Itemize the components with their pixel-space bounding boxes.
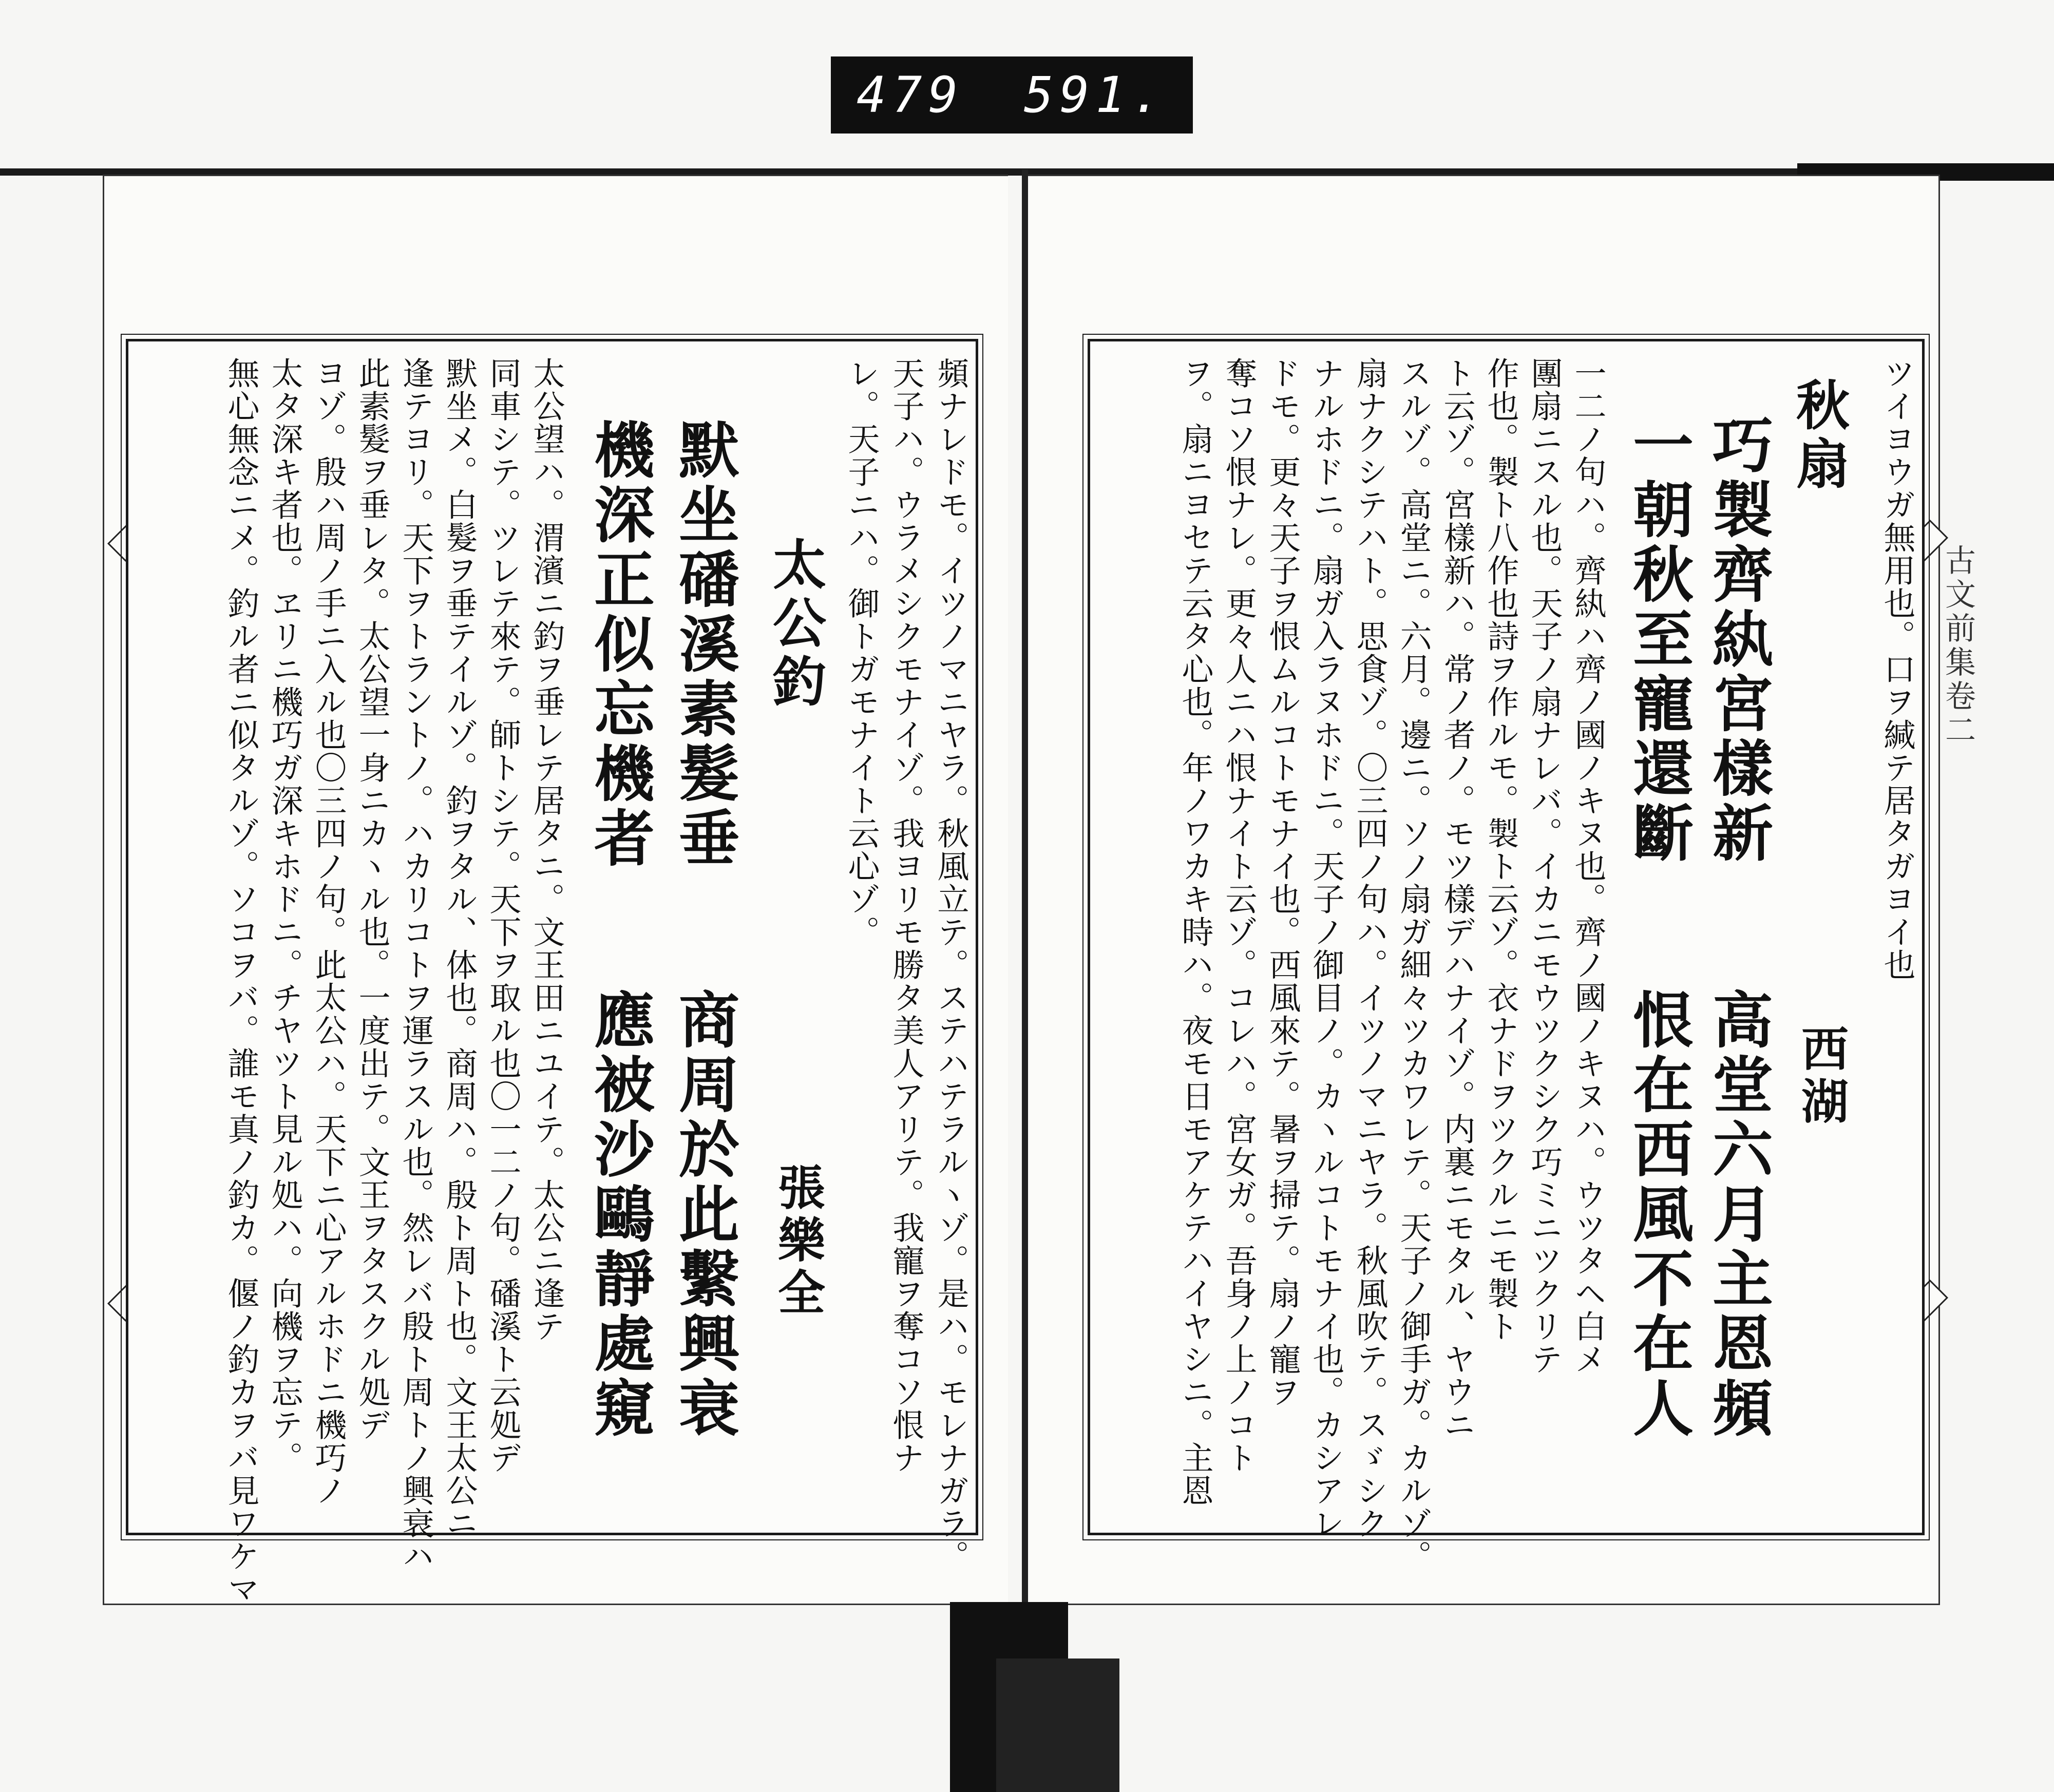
verse-line-3: 一朝秋至寵還斷: [1623, 413, 1694, 866]
commentary-line: 逢テヨリ。天下ヲトラントノ。ハカリコトヲ運ラスル也。然レバ殷ト周トノ興衰ハ: [397, 357, 434, 1573]
spine-shadow-lower: [996, 1658, 1119, 1792]
poem-title-taigong: 太公釣: [764, 537, 827, 712]
catalog-number-right: 591.: [1023, 66, 1167, 124]
commentary-line: 一二ノ句ハ。齊紈ハ齊ノ國ノキヌ也。齊ノ國ノキヌハ。ウツタヘ白メ: [1569, 357, 1607, 1376]
commentary-line: 頻ナレドモ。イツノマニヤラ。秋風立テ。ステハテラルヽゾ。是ハ。モレナガラ。: [932, 357, 969, 1573]
commentary-line: ヲ。扇ニヨセテ云タ心也。年ノワカキ時ハ。夜モ日モアケテハイヤシニ。主恩: [1176, 357, 1214, 1507]
verse-line-2: 高堂六月主恩頻: [1702, 988, 1774, 1441]
verse-line-1: 默坐磻溪素髮垂: [669, 418, 740, 871]
commentary-line: レ。天子ニハ。御トガモナイト云心ゾ。: [843, 357, 880, 948]
verse-line-2: 商周於此繫興衰: [669, 988, 740, 1441]
commentary-line: 作也。製ト八作也詩ヲ作ルモ。製ト云ゾ。衣ナドヲツクルニモ製ト: [1482, 357, 1519, 1343]
book-spine: [1022, 169, 1028, 1607]
left-text-frame: [126, 339, 978, 1606]
catalog-label: [831, 56, 1193, 134]
poem-author-xihu: 西湖: [1794, 1024, 1849, 1129]
right-col-1: ツイヨウガ無用也。口ヲ緘テ居タガヨイ也: [1878, 357, 1916, 981]
commentary-line: 此素髮ヲ垂レタ。太公望一身ニカヽル也。一度出テ。文王ヲタスクル処デ: [353, 357, 391, 1441]
commentary-line: 無心無念ニメ。釣ル者ニ似タルゾ。ソコヲバ。誰モ真ノ釣カ。偃ノ釣カヲバ見ワケマ: [222, 357, 260, 1606]
commentary-line: 天子ハ。ウラメシクモナイゾ。我ヨリモ勝タ美人アリテ。我寵ヲ奪コソ恨ナ: [887, 357, 925, 1474]
commentary-line: 太タ深キ者也。ヱリニ機巧ガ深キホドニ。チヤツト見ル処ハ。向機ヲ忘テ。: [266, 357, 303, 1474]
commentary-line: ヨゾ。殷ハ周ノ手ニ入ル也〇三四ノ句。此太公ハ。天下ニ心アルホドニ機巧ノ: [310, 357, 347, 1507]
commentary-line: 默坐メ。白髮ヲ垂テイルゾ。釣ヲタル、体也。商周ハ。殷ト周ト也。文王太公ニ: [441, 357, 478, 1540]
commentary-line: 扇ナクシテハト。思食ゾ。〇三四ノ句ハ。イツノマニヤラ。秋風吹テ。スゞシク: [1351, 357, 1389, 1540]
poem-author-zhang: 張樂全: [770, 1163, 826, 1320]
right-text-frame: [1088, 339, 1925, 1573]
verse-line-3: 機深正似忘機者: [584, 418, 655, 871]
commentary-line: 團扇ニスル也。天子ノ扇ナレバ。イカニモウツクシク巧ミニツクリテ: [1526, 357, 1563, 1376]
commentary-line: 太公望ハ。渭濱ニ釣ヲ垂レテ居タニ。文王田ニユイテ。太公ニ逢テ: [528, 357, 565, 1343]
catalog-number-left: 479: [857, 66, 964, 124]
commentary-line: ト云ゾ。宮樣新ハ。常ノ者ノ。モツ樣デハナイゾ。内裏ニモタル、ヤウニ: [1438, 357, 1476, 1441]
commentary-line: スルゾ。高堂ニ。六月。邊ニ。ソノ扇ガ細々ツカワレテ。天子ノ御手ガ。カルゾ。: [1395, 357, 1432, 1573]
verse-line-4: 應被沙鷗靜處窺: [584, 988, 655, 1441]
commentary-line: ドモ。更々天子ヲ恨ムルコトモナイ也。西風來テ。暑ヲ掃テ。扇ノ寵ヲ: [1264, 357, 1301, 1408]
right-page-margin-label: 古文前集卷二: [1940, 544, 1976, 748]
commentary-line: 同車シテ。ツレテ來テ。師トシテ。天下ヲ取ル也〇一二ノ句。磻溪ト云処デ: [484, 357, 522, 1474]
commentary-line: 奪コソ恨ナレ。更々人ニハ恨ナイト云ゾ。コレハ。宮女ガ。吾身ノ上ノコト: [1220, 357, 1258, 1474]
verse-line-4: 恨在西風不在人: [1623, 988, 1694, 1441]
poem-title-autumn-fan: 秋扇: [1787, 377, 1850, 494]
commentary-line: ナルホドニ。扇ガ入ラヌホドニ。天子ノ御目ノ。カヽルコトモナイ也。カシアレ: [1307, 357, 1345, 1540]
verse-line-1: 巧製齊紈宮樣新: [1702, 413, 1774, 866]
